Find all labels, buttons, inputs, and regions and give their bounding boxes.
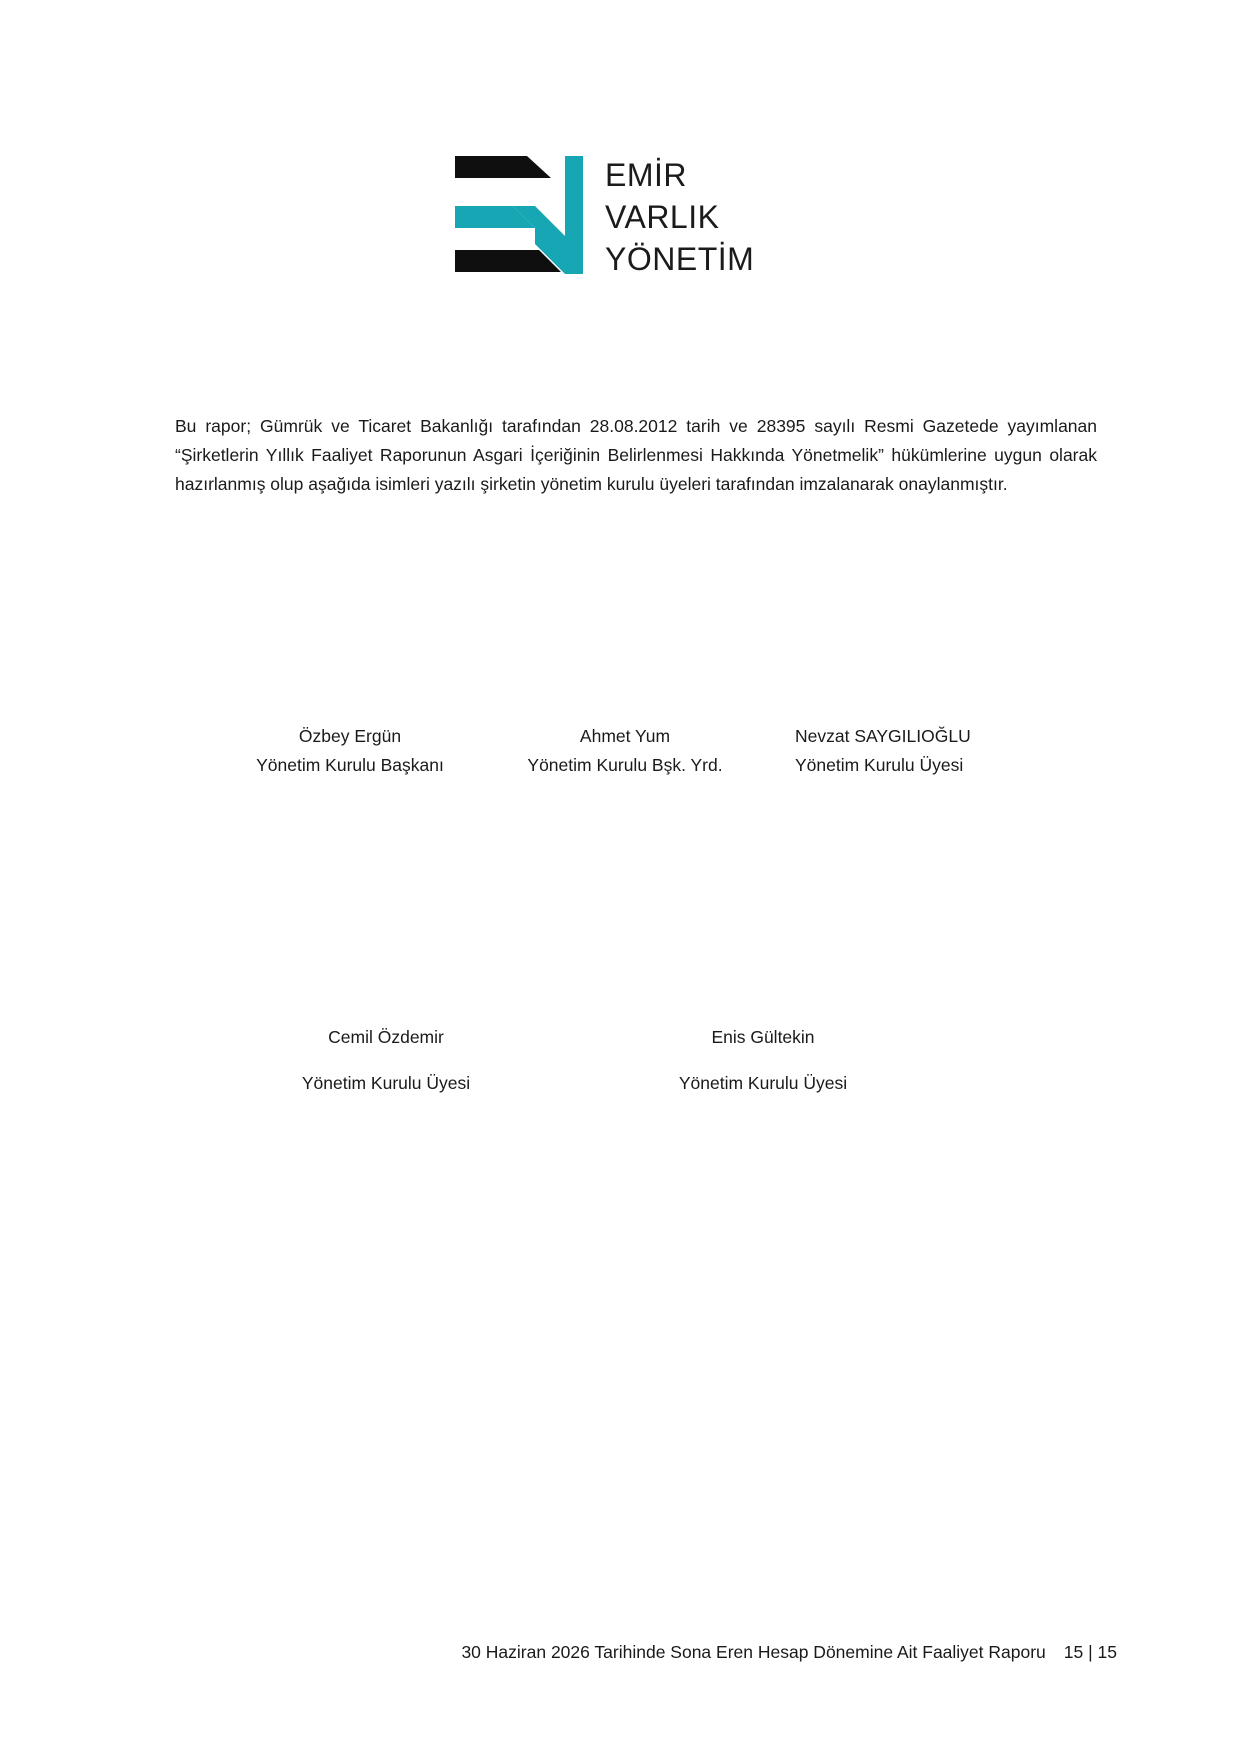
signatory-2 <box>515 722 735 780</box>
footer-title: 30 Haziran 2026 Tarihinde Sona Eren Hesap Dönemine Ait Faaliyet Raporu <box>461 1642 1046 1662</box>
signatory-role: Yönetim Kurulu Üyesi <box>795 755 964 775</box>
signatory-role: Yönetim Kurulu Üyesi <box>301 1073 471 1093</box>
signatory-5 <box>665 1023 861 1098</box>
logo-wordmark <box>605 154 754 280</box>
signatory-name: Ahmet Yum <box>579 726 671 746</box>
logo-line-2: VARLIK <box>605 199 720 235</box>
signatory-role: Yönetim Kurulu Üyesi <box>678 1073 848 1093</box>
signatory-name: Özbey Ergün <box>298 726 402 746</box>
logo-mark-icon <box>455 154 587 274</box>
logo-line-1: EMİR <box>605 157 687 193</box>
approval-paragraph: Bu rapor; Gümrük ve Ticaret Bakanlığı tarafından 28.08.2012 tarih ve 28395 sayılı Resmi Gazetede yayımlanan “Şirketlerin Yıllık Faaliyet Raporunun Asgari İçeriğinin Belirlenmesi Hakkında Yönetmelik” hükümlerine uygun olarak hazırlanmış olup aşağıda isimleri yazılı şirketin yönetim kurulu üyeleri tarafından imzalanarak onaylanmıştır. <box>175 416 1097 494</box>
signatory-name: Nevzat SAYGILIOĞLU <box>795 726 971 746</box>
signatory-name: Enis Gültekin <box>711 1027 815 1047</box>
signatory-role: Yönetim Kurulu Başkanı <box>256 755 444 775</box>
signatory-4 <box>288 1023 484 1098</box>
signatory-1 <box>245 722 455 780</box>
signatory-name: Cemil Özdemir <box>328 1027 444 1047</box>
company-logo <box>455 154 775 284</box>
signatory-role: Yönetim Kurulu Bşk. Yrd. <box>527 755 723 775</box>
logo-line-3: YÖNETİM <box>605 241 755 277</box>
page-number: 15 | 15 <box>1063 1642 1117 1662</box>
signatory-3 <box>795 722 971 780</box>
page-footer <box>461 1642 1117 1663</box>
